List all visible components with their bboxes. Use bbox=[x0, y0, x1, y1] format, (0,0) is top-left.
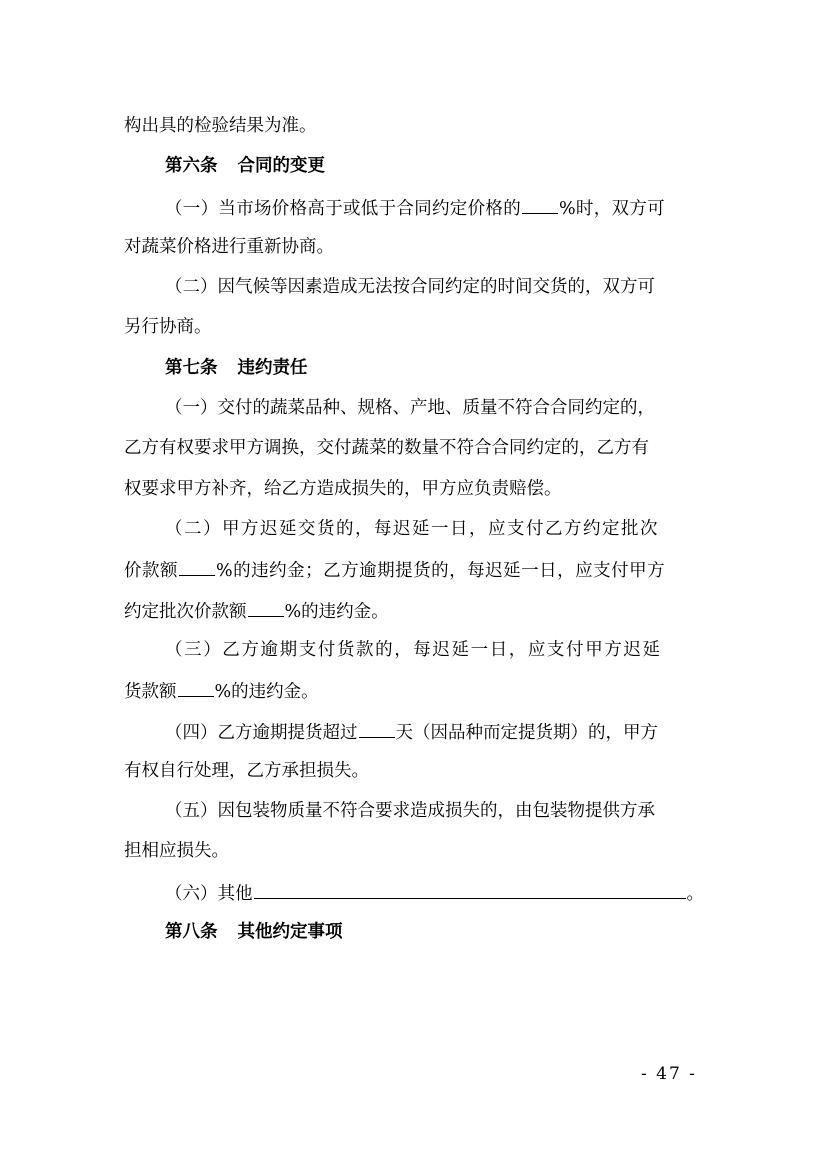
article-6-clause-2: （二）因气候等因素造成无法按合同约定的时间交货的，双方可 bbox=[165, 277, 655, 297]
article-7-clause-3-cont: 货款额 %的违约金。 bbox=[124, 678, 319, 704]
fill-blank-percent[interactable] bbox=[248, 598, 284, 617]
fill-blank-percent[interactable] bbox=[178, 678, 214, 697]
article-7-clause-2-cont: 价款额 %的违约金；乙方逾期提货的，每迟延一日，应支付甲方 bbox=[124, 557, 665, 583]
fill-blank-percent[interactable] bbox=[522, 195, 558, 214]
article-8-heading: 第八条 其他约定事项 bbox=[165, 922, 343, 942]
article-6-clause-1-cont: 对蔬菜价格进行重新协商。 bbox=[124, 237, 334, 257]
page-number: - 47 - bbox=[641, 1064, 697, 1084]
fill-blank-days[interactable] bbox=[359, 719, 395, 738]
fill-blank-other[interactable] bbox=[254, 880, 686, 899]
article-7-clause-2-cont: 约定批次价款额 %的违约金。 bbox=[124, 598, 389, 624]
article-6-clause-1: （一）当市场价格高于或低于合同约定价格的 %时，双方可 bbox=[165, 195, 665, 221]
article-7-clause-4-cont: 有权自行处理，乙方承担损失。 bbox=[124, 761, 369, 781]
paragraph-line: 构出具的检验结果为准。 bbox=[124, 116, 317, 136]
article-7-clause-2: （二）甲方迟延交货的，每迟延一日，应支付乙方约定批次 bbox=[165, 519, 659, 539]
article-6-heading: 第六条 合同的变更 bbox=[165, 156, 325, 176]
article-7-clause-3: （三）乙方逾期支付货款的，每迟延一日，应支付甲方迟延 bbox=[165, 640, 662, 660]
article-7-clause-1-cont: 权要求甲方补齐，给乙方造成损失的，甲方应负责赔偿。 bbox=[124, 479, 562, 499]
article-7-heading: 第七条 违约责任 bbox=[165, 358, 308, 378]
article-7-clause-6: （六）其他 。 bbox=[165, 880, 704, 906]
article-7-clause-1: （一）交付的蔬菜品种、规格、产地、质量不符合合同约定的， bbox=[165, 398, 655, 418]
article-6-clause-2-cont: 另行协商。 bbox=[124, 317, 212, 337]
article-7-clause-5-cont: 担相应损失。 bbox=[124, 841, 229, 861]
article-7-clause-1-cont: 乙方有权要求甲方调换，交付蔬菜的数量不符合合同约定的，乙方有 bbox=[124, 438, 649, 458]
fill-blank-percent[interactable] bbox=[179, 557, 215, 576]
article-7-clause-4: （四）乙方逾期提货超过 天（因品种而定提货期）的，甲方 bbox=[165, 719, 658, 745]
article-7-clause-5: （五）因包装物质量不符合要求造成损失的，由包装物提供方承 bbox=[165, 801, 655, 821]
